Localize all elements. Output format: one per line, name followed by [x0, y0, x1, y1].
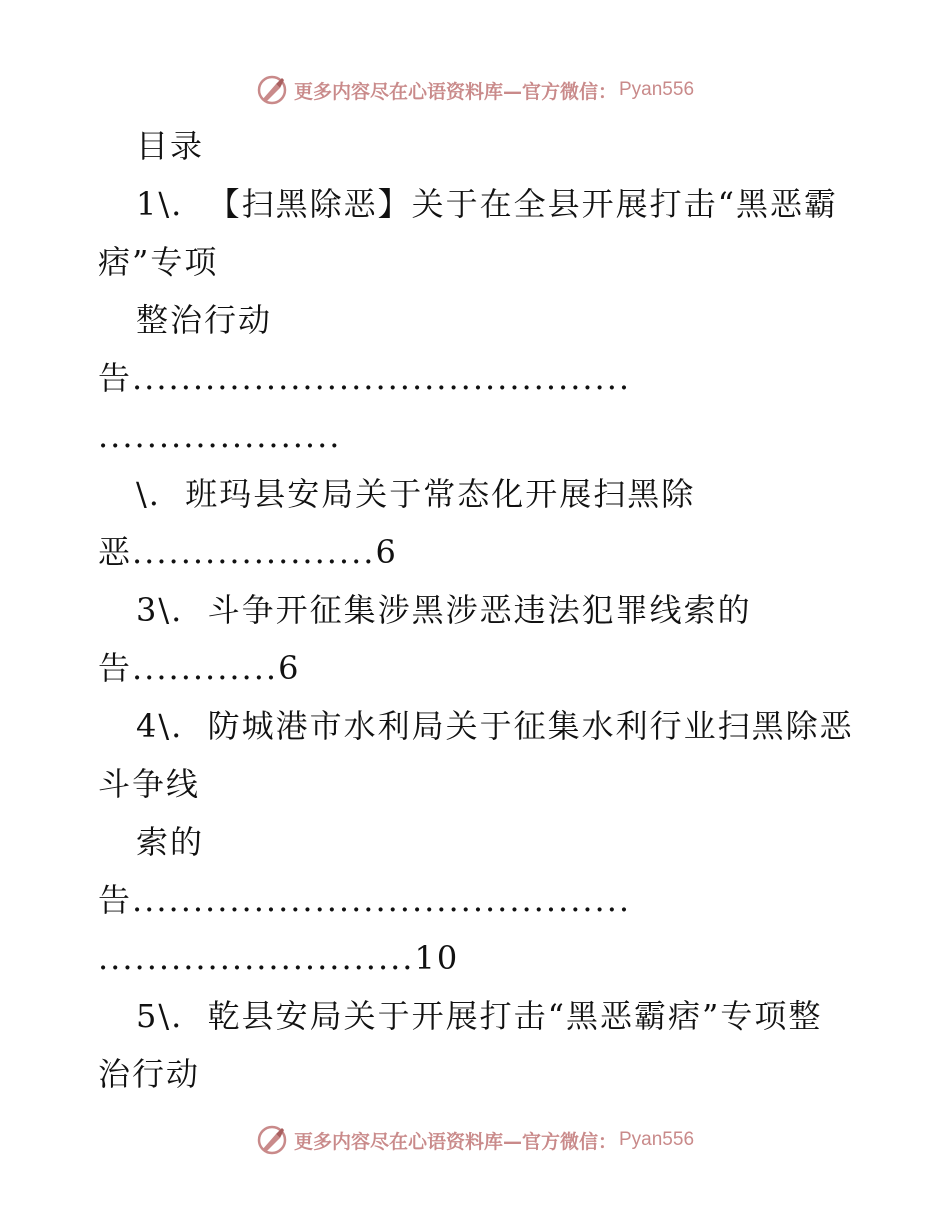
- toc-line: 斗争线: [98, 765, 201, 803]
- toc-line: 告.........................................: [98, 359, 632, 397]
- wechat-id: Pyan556: [619, 79, 695, 100]
- toc-line: 整治行动: [136, 301, 273, 339]
- toc-line: 治行动: [98, 1055, 201, 1093]
- toc-line: 目录: [136, 127, 205, 165]
- pen-logo-icon: [256, 74, 288, 106]
- toc-line: 告.........................................: [98, 881, 632, 919]
- toc-line: 恶....................6: [98, 533, 398, 571]
- toc-line: 1\. 【扫黑除恶】关于在全县开展打击“黑恶霸: [136, 185, 839, 223]
- toc-line: 索的: [136, 823, 205, 861]
- toc-line: 痞”专项: [98, 243, 219, 281]
- header-watermark: [0, 70, 950, 110]
- toc-line: 4\. 防城港市水利局关于征集水利行业扫黑除恶: [136, 707, 854, 745]
- pen-logo-icon: [256, 1124, 288, 1156]
- toc-line: ..........................10: [98, 939, 460, 977]
- footer-watermark: [0, 1120, 950, 1160]
- watermark-text: 更多内容尽在心语资料库—官方微信：: [293, 80, 617, 103]
- table-of-contents: [98, 117, 858, 1103]
- toc-line: ....................: [98, 417, 342, 455]
- toc-line: 告............6: [98, 649, 301, 687]
- wechat-id: Pyan556: [619, 1129, 695, 1150]
- toc-line: 5\. 乾县安局关于开展打击“黑恶霸痞”专项整: [136, 997, 823, 1035]
- toc-line: \. 班玛县安局关于常态化开展扫黑除: [136, 475, 696, 513]
- watermark-text: 更多内容尽在心语资料库—官方微信：: [293, 1130, 617, 1153]
- toc-line: 3\. 斗争开征集涉黑涉恶违法犯罪线索的: [136, 591, 752, 629]
